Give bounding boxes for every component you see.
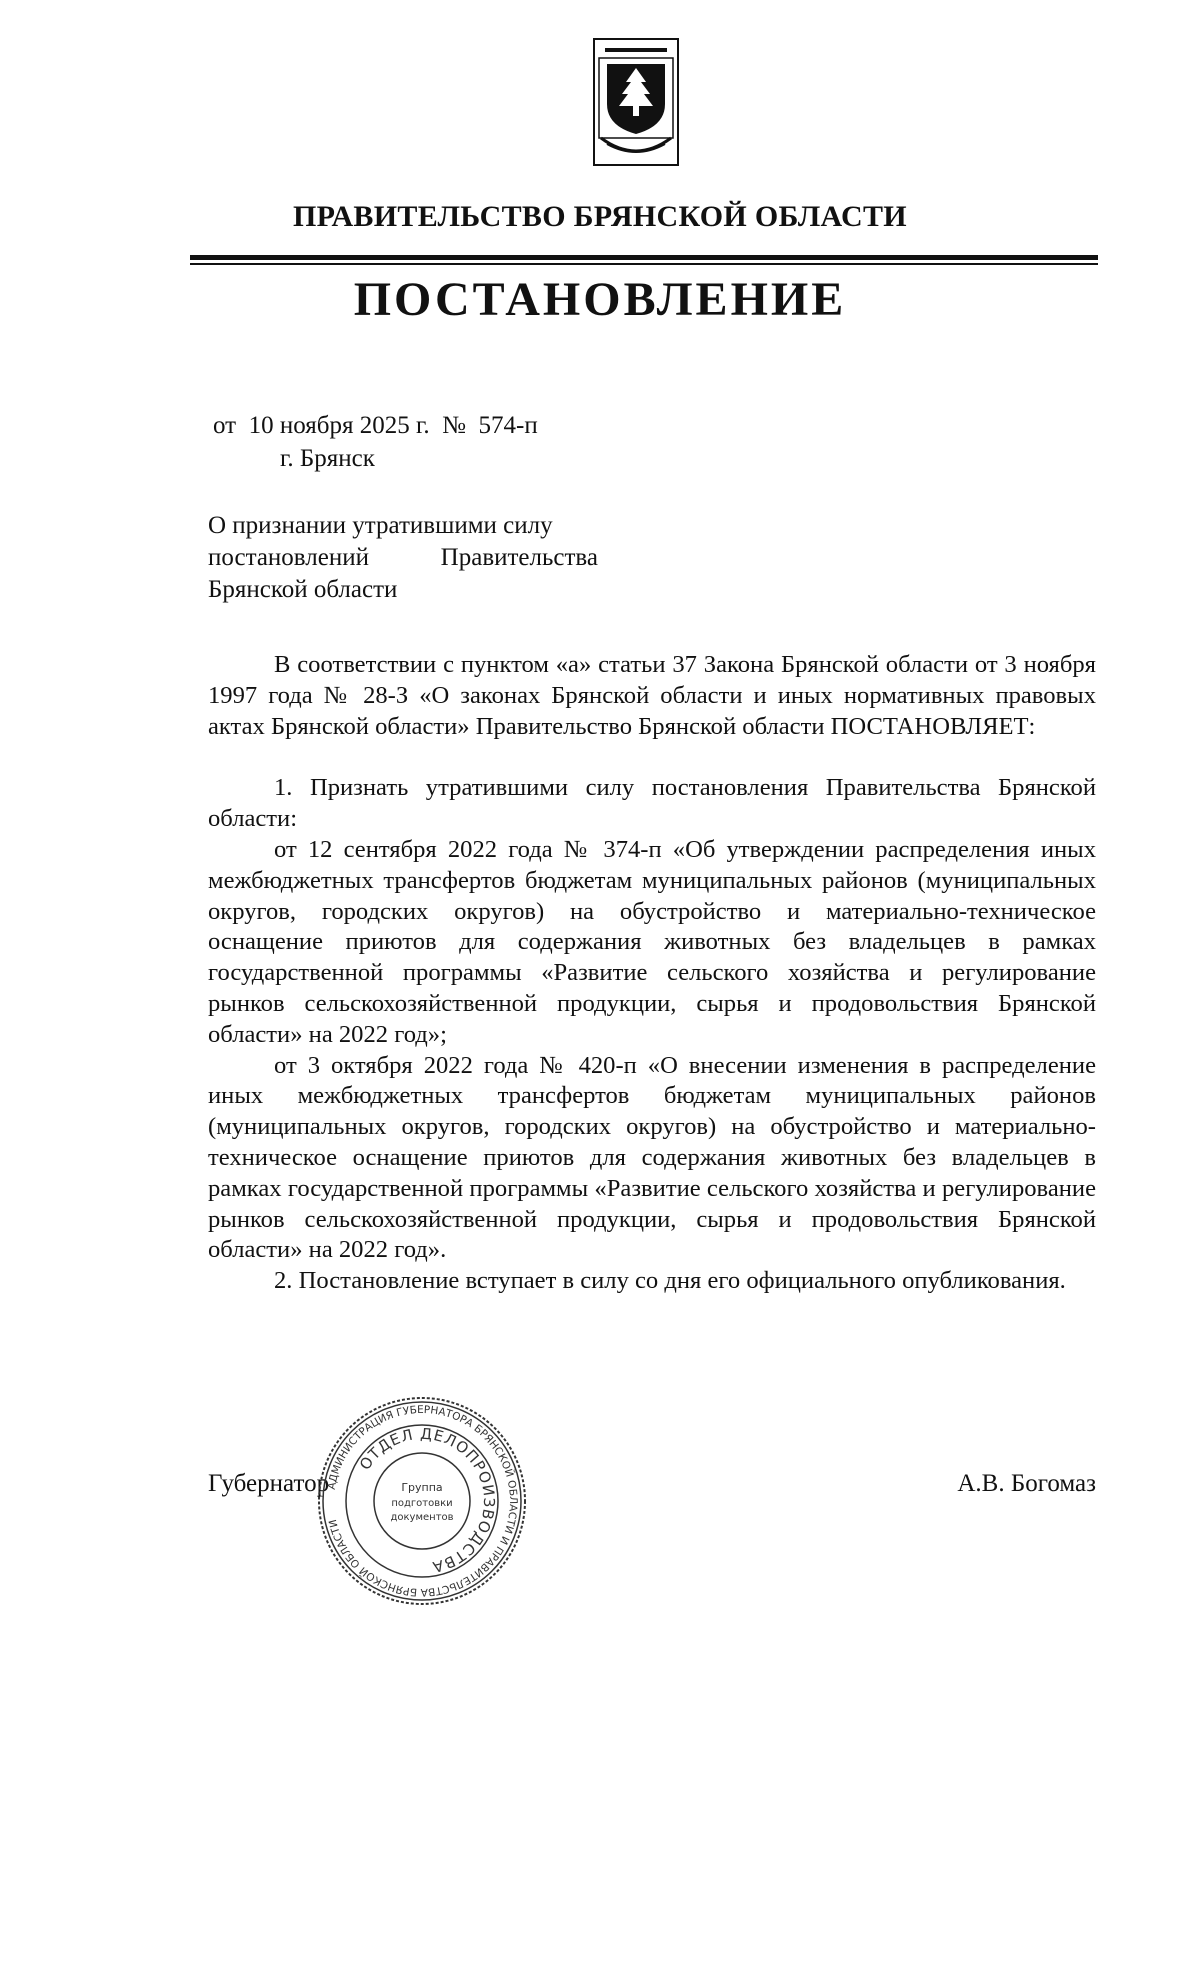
government-name: ПРАВИТЕЛЬСТВО БРЯНСКОЙ ОБЛАСТИ bbox=[293, 200, 907, 233]
bryansk-oblast-coat-of-arms-icon bbox=[593, 38, 679, 166]
document-body bbox=[208, 650, 1096, 1297]
subject-line-2-left: постановлений bbox=[208, 544, 369, 571]
item-2-paragraph: 2. Постановление вступает в силу со дня его официального опубликования. bbox=[274, 1267, 1066, 1295]
preamble-paragraph: В соответствии с пунктом «а» статьи 37 Закона Брянской области от 3 ноября 1997 года № 28-З «О законах Брянской области и иных нормативных правовых актах Брянской области» Правительство Брянской области ПОСТАНОВЛЯЕТ: bbox=[208, 651, 1096, 740]
subject-line-3: Брянской области bbox=[208, 576, 398, 603]
stamp-inner-text: ОТДЕЛ ДЕЛОПРОИЗВОДСТВА bbox=[355, 1424, 499, 1577]
subject-line-1: О признании утратившими силу bbox=[208, 512, 553, 539]
header-divider-thin bbox=[190, 263, 1098, 265]
stamp-center-line-2: подготовки bbox=[391, 1498, 453, 1509]
stamp-center-line-3: документов bbox=[390, 1512, 454, 1523]
item-1-resolution-374: от 12 сентября 2022 года № 374-п «Об утверждении распределения иных межбюджетных трансфертов бюджетам муниципальных районов (муниципальных округов, городских округов) на обустройство и материально-техническое оснащение приютов для содержания животных без владельцев в рамках государственной программы «Развитие сельского хозяйства и регулирование рынков сельскохозяйственной продукции, сырья и продовольствия Брянской области» на 2022 год»; bbox=[208, 835, 1096, 1048]
subject-line-2 bbox=[208, 542, 598, 574]
item-1-resolution-420: от 3 октября 2022 года № 420-п «О внесении изменения в распределение иных межбюджетных трансфертов бюджетам муниципальных районов (муниципальных округов, городских округов) на обустройство и материально-техническое оснащение приютов для содержания животных без владельцев в рамках государственной программы «Развитие сельского хозяйства и регулирование рынков сельскохозяйственной продукции, сырья и продовольствия Брянской области» на 2022 год». bbox=[208, 1051, 1096, 1264]
subject-line-2-right: Правительства bbox=[440, 544, 598, 571]
official-seal-stamp bbox=[316, 1395, 528, 1607]
stamp-center-line-1: Группа bbox=[401, 1481, 443, 1494]
stamp-outer-text: АДМИНИСТРАЦИЯ ГУБЕРНАТОРА БРЯНСКОЙ ОБЛАСТИ И ПРАВИТЕЛЬСТВА БРЯНСКОЙ ОБЛАСТИ bbox=[325, 1403, 520, 1599]
document-city: г. Брянск bbox=[280, 445, 375, 472]
item-1-paragraph: 1. Признать утратившими силу постановления Правительства Брянской области: bbox=[208, 774, 1096, 833]
document-type-title: ПОСТАНОВЛЕНИЕ bbox=[353, 273, 847, 326]
document-date-number: от 10 ноября 2025 г. № 574-п bbox=[213, 412, 538, 439]
header-divider-thick bbox=[190, 255, 1098, 260]
signatory-name: А.В. Богомаз bbox=[957, 1470, 1096, 1497]
signatory-title: Губернатор bbox=[208, 1470, 330, 1497]
document-subject bbox=[208, 510, 598, 606]
